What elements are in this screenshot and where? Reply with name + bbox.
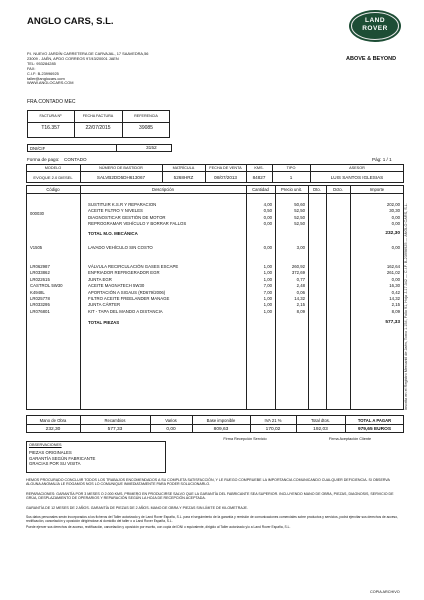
line-amount: 0,00 — [391, 221, 400, 227]
line-description: SUSTITUIR K.S.R Y REPARACION — [88, 202, 157, 207]
logo-text-land: LAND — [364, 17, 386, 24]
parts-total-label: TOTAL PIEZAS — [88, 320, 120, 325]
line-amount: 0,42 — [391, 289, 400, 295]
totals-total-due: 979,65 EUROS — [357, 427, 392, 432]
legal-paragraph: HEMOS PROCURADO CONCLUIR TODOS LOS TRABAJOS ENCOMENDADOS A SU COMPLETA SATISFACCIÓN, Y LE RUEGO COMPRUEBE LA IMPORTANCIA COMUNICANDO CUALQUIER DEFICIENCIA. SI OBSERVA ALGUNA ANOMALÍA LE ROGAMOS NOS LO COMUNIQUE INMEDIATAMENTE PARA PODER SOLUCIONARLO. — [26, 478, 390, 487]
line-code: LR033862 — [30, 270, 50, 276]
wash-description: LAVADO VEHÍCULO SIN COSTO — [88, 245, 153, 250]
line-price: 14,32 — [294, 295, 305, 301]
invoice-date: 22/07/2015 — [85, 125, 111, 131]
vehicle-header-model: MODELO — [44, 166, 62, 170]
parts-descriptions — [88, 264, 178, 315]
vehicle-header-kms: KMS. — [254, 166, 264, 170]
line-amount: 261,02 — [386, 270, 400, 276]
invoice-number: T16.357 — [41, 125, 60, 131]
legal-paragraph: GARANTÍA DE 12 MESES DE 2 AÑOS. GARANTÍA DE PIEZAS DE 2 AÑOS. MANO DE OBRA Y PIEZAS SIN LÍMITE DE KILOMETRAJE. — [26, 505, 248, 510]
page-number: Pág: 1 / 1 — [372, 157, 392, 162]
labour-code: 000030 — [30, 211, 44, 216]
line-description: JUNTA EGR — [88, 276, 112, 282]
line-price: 8,09 — [296, 308, 305, 314]
line-price: 50,60 — [294, 202, 305, 207]
line-description: ACEITE MAGNATECH 5W30 — [88, 283, 145, 289]
line-code: CASTROL 5W30 — [30, 283, 63, 289]
vehicle-model: EVOQUE 2.0 DIESEL — [33, 175, 73, 180]
line-description: VÁLVULA RECIRCULACIÓN GASES ESCAPE — [88, 264, 179, 269]
totals-parts: 577,33 — [107, 427, 123, 432]
line-price: 0,77 — [296, 276, 305, 282]
line-amount: 0,00 — [391, 214, 400, 220]
land-rover-logo — [348, 9, 402, 43]
payment-method: CONTADO — [64, 157, 87, 162]
address-line: WWW.ANGLOCARS.COM — [27, 80, 74, 86]
labour-descriptions — [88, 202, 186, 228]
totals-header-vat: IVA 21 % — [264, 418, 282, 423]
totals-misc: 0,00 — [166, 427, 176, 432]
totals-header-discounts: Total dtos. — [310, 418, 331, 423]
line-price: 260,92 — [291, 264, 305, 269]
col-header-discount-amount: Dcto. — [333, 187, 343, 192]
vehicle-advisor: LUIS SANTOS IGLESIAS — [330, 175, 384, 180]
labour-amounts — [350, 202, 400, 228]
line-price: 2,15 — [296, 302, 305, 308]
line-quantity: 1,00 — [263, 276, 272, 282]
totals-labour: 232,30 — [45, 427, 61, 432]
labour-total-label: TOTAL M.O. MECÁNICA — [88, 231, 138, 236]
company-name: ANGLO CARS, S.L. — [27, 16, 114, 27]
line-description: REPROGRAMAR VEHÍCULO Y BORRAR FALLOS — [88, 221, 187, 227]
legal-paragraph: Puede ejercer sus derechos de acceso, rectificación, cancelación y oposición por escrito, con copia del DNI o equivalente, dirigido al Taller autorizado y/o a Land Rover España, S.L. — [26, 525, 291, 530]
legal-notes — [26, 478, 404, 529]
line-code: LR062987 — [30, 264, 50, 269]
address-line: C.I.F: B-23996925 — [27, 70, 59, 76]
totals-discounts: 192,03 — [313, 427, 328, 432]
line-description: JUNTA CÁRTER — [88, 302, 121, 308]
payment-label: Forma de pago: — [27, 157, 60, 162]
labour-total-value: 232,30 — [385, 231, 400, 236]
parts-total-value: 577,33 — [385, 320, 400, 325]
col-header-discount: Dto. — [313, 187, 321, 192]
line-amount: 8,09 — [391, 308, 400, 314]
line-price: 2,48 — [296, 283, 305, 289]
totals-vat: 170,02 — [265, 427, 281, 432]
brand-tagline: ABOVE & BEYOND — [346, 56, 397, 62]
line-code: LR076801 — [30, 308, 50, 314]
copy-label: COPIA ARCHIVO — [370, 590, 400, 594]
vehicle-vin: SALVB2DD5DH613067 — [96, 175, 146, 180]
lines-table — [26, 185, 404, 410]
address-line: TEL: 953284285 — [27, 60, 56, 66]
wash-quantity: 0,00 — [263, 245, 272, 250]
line-quantity: 0,00 — [263, 214, 272, 220]
observations-lines — [29, 450, 95, 467]
observation-line: GARANTÍA SEGÚN FABRICANTE — [29, 455, 96, 461]
col-header-unit-price: Precio unit. — [281, 187, 302, 192]
line-quantity: 1,00 — [263, 308, 272, 314]
line-quantity: 4,00 — [263, 202, 272, 207]
line-quantity: 0,00 — [263, 221, 272, 227]
observation-line: GRACIAS POR SU VISITA — [29, 461, 81, 467]
address-line: 23009 - JAÉN, APDO CORREOS 97/43/20001 JAEN — [27, 55, 119, 61]
vehicle-type: 1 — [289, 175, 293, 180]
invoice-date-label: FECHA FACTURA — [82, 114, 114, 118]
line-amount: 2,15 — [391, 302, 400, 308]
legal-paragraph: REPARACIONES: GARANTÍA POR 3 MESES O 2.000 KMS. PRIMERO EN PRODUCIRSE SALVO QUE LA GARANTÍA DEL FABRICANTE SEA SUPERIOR. INCLUYENDO MANO DE OBRA, PIEZAS, DIAGNOSIS, SERVICIO DE GRÚA, DESPLAZAMIENTO DE OPERARIOS Y REPARACIÓN SEGÚN LA HOJA DE RECEPCIÓN ACEPTADA. — [26, 491, 394, 501]
line-code: LR022615 — [30, 276, 50, 282]
col-header-amount: Importe — [369, 187, 385, 192]
line-amount: 14,32 — [389, 295, 400, 301]
line-amount: 0,00 — [391, 276, 400, 282]
vehicle-sale-date: 08/07/2013 — [214, 175, 237, 180]
line-code: LR033295 — [30, 302, 50, 308]
line-price: 52,50 — [294, 208, 305, 214]
vehicle-header-vin: NÚMERO DE BASTIDOR — [99, 166, 143, 170]
vehicle-header-advisor: ASESOR — [349, 166, 365, 170]
totals-header-labour: Mano de Obra — [39, 418, 67, 423]
signature-reception: Firma Recepción Servicio — [223, 437, 267, 441]
legal-paragraph: Sus datos personales serán incorporados a los ficheros del Taller autorizado y de Land Rover España, S.L. para el seguimiento de la garantía y remisión de comunicaciones comerciales sobre productos y servicios, podrá ejercitar sus derechos de acceso, rectificación, cancelación y oposición dirigiéndose al domicilio del taller o a Land Rover España, S.L. — [26, 515, 398, 524]
line-amount: 16,30 — [389, 283, 400, 289]
vehicle-header-type: TIPO — [286, 166, 296, 170]
col-header-code: Código — [46, 187, 60, 192]
totals-taxable-base: 809,63 — [213, 427, 229, 432]
line-quantity: 7,00 — [263, 283, 272, 289]
line-price: 52,50 — [294, 214, 305, 220]
totals-header-misc: Varios — [165, 418, 177, 423]
totals-header-total-due: TOTAL A PAGAR — [357, 418, 392, 423]
signature-client: Firma Aceptación Cliente — [328, 437, 372, 441]
observations-title: OBSERVACIONES — [29, 443, 62, 447]
line-code: K4948L — [30, 289, 45, 295]
company-address — [27, 52, 148, 86]
line-quantity: 7,00 — [263, 289, 272, 295]
line-price: 52,50 — [294, 221, 305, 227]
line-description: DIAGNOSTICAR GESTIÓN DE MOTOR — [88, 214, 166, 220]
invoice-number-label: FACTURA Nº — [39, 114, 62, 118]
parts-quantities — [246, 264, 272, 315]
parts-amounts — [350, 264, 400, 315]
address-line: taller@anglocars.com — [27, 75, 65, 81]
invoice-reference: 39085 — [139, 125, 153, 131]
wash-price: 3,00 — [296, 245, 305, 250]
line-amount: 202,00 — [386, 202, 400, 207]
labour-prices — [275, 202, 305, 228]
line-description: APORTACIÓN A SIGAUS (RD679/2006) — [88, 289, 166, 295]
parts-codes — [30, 264, 63, 315]
line-code: LR025778 — [30, 295, 50, 301]
address-line: P.I. NUEVO JARDÍN CARRETERA DE CARVAJAL, 17 SAAVEDRA,56 — [27, 51, 149, 56]
registry-side-text: Inscrita en el Registro Mercantil de Jaén, Tomo 1.154, Folio 91, Hoja J-17.342 — C.I.F. B-23996925 — ANGLO CARS, S.L. — [404, 203, 408, 410]
vehicle-header-plate: MATRÍCULA — [172, 166, 195, 170]
totals-header-parts: Recambios — [104, 418, 126, 423]
line-description: ENFRIADOR REFRIGERADOR EGR — [88, 270, 160, 276]
labour-quantities — [246, 202, 272, 228]
line-price: 372,69 — [291, 270, 305, 276]
line-description: KIT - TAPA DEL MANDO A DISTANCIA — [88, 308, 163, 314]
client-id-label: DNI/CIF — [30, 146, 46, 151]
line-description: FILTRO ACEITE FREELANDER MANAGE — [88, 295, 170, 301]
line-quantity: 1,00 — [263, 302, 272, 308]
vehicle-plate: 5268HRZ — [173, 175, 194, 180]
line-amount: 162,64 — [386, 264, 400, 269]
col-header-description: Descripción — [152, 187, 174, 192]
col-header-quantity: Cantidad — [252, 187, 269, 192]
invoice-type: FRA.CONTADO MEC — [27, 99, 76, 105]
vehicle-header-sale-date: FECHA DE VENTA — [209, 166, 242, 170]
address-line: FAX: — [27, 65, 36, 71]
logo-text-rover: ROVER — [362, 25, 388, 32]
line-quantity: 1,00 — [263, 270, 272, 276]
invoice-reference-label: REFERENCIA — [134, 114, 158, 118]
line-description: ACEITE FILTRO Y NIVELES — [88, 208, 143, 214]
line-quantity: 0,50 — [263, 208, 272, 214]
wash-code: V1505 — [30, 245, 43, 250]
parts-prices — [275, 264, 305, 315]
line-amount: 30,30 — [389, 208, 400, 214]
vehicle-kms: 84827 — [252, 175, 266, 180]
observation-line: PIEZAS ORIGINALES — [29, 450, 72, 455]
line-quantity: 1,00 — [263, 295, 272, 301]
line-price: 0,06 — [296, 289, 305, 295]
line-quantity: 1,00 — [263, 264, 272, 269]
client-id-value: 3152 — [146, 146, 157, 151]
totals-header-taxable-base: Base imponible — [206, 418, 236, 423]
wash-amount: 0,00 — [391, 245, 400, 250]
